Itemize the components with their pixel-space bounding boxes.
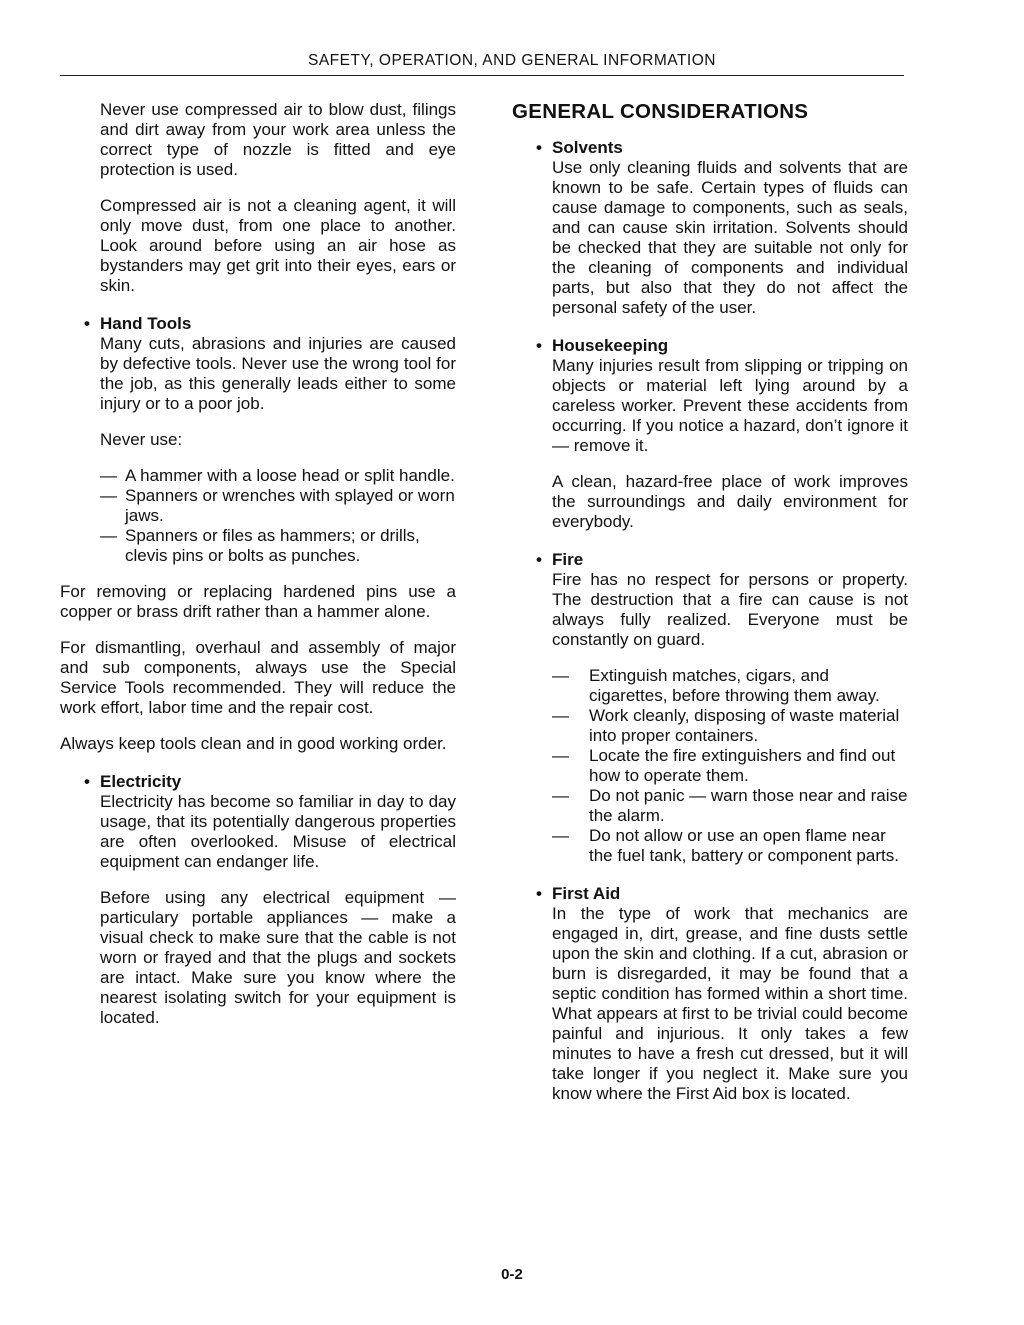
housekeeping-title: Housekeeping (552, 336, 669, 355)
bullet-icon: • (536, 138, 542, 157)
list-item: — Do not panic — warn those near and raise the alarm. (552, 786, 908, 825)
bullet-icon: • (536, 884, 542, 903)
dash-icon: — (552, 826, 569, 845)
fire-section (512, 550, 908, 866)
housekeeping-paragraph-2: A clean, hazard-free place of work improves the surroundings and daily environment for everybody. (552, 472, 908, 531)
first-aid-title: First Aid (552, 884, 621, 903)
page-header: SAFETY, OPERATION, AND GENERAL INFORMATION (308, 52, 716, 69)
dash-icon: — (100, 466, 117, 485)
first-aid-paragraph: In the type of work that mechanics are engaged in, dirt, grease, and fine dusts settle upon the skin and clothing. If a cut, abrasion or burn is disregarded, it may be found that a septic condition has formed within a short time. What appears at first to be trivial could become painful and injurious. It only takes a few minutes to have a fresh cut dressed, but it will take longer if you neglect it. Make sure you know where the First Aid box is located. (552, 904, 908, 1103)
keep-tools-clean-paragraph: Always keep tools clean and in good working order. (60, 734, 447, 753)
hand-tools-title: Hand Tools (100, 314, 192, 333)
solvents-paragraph: Use only cleaning fluids and solvents that are known to be safe. Certain types of fluids can cause damage to components, such as seals, and can cause skin irritation. Solvents should be checked that they are suitable not only for the cleaning of components and individual parts, but also that they do not affect the personal safety of the user. (552, 158, 908, 317)
list-item: — Extinguish matches, cigars, and cigarettes, before throwing them away. (552, 666, 880, 705)
list-item: — Do not allow or use an open flame near the fuel tank, battery or component parts. (552, 826, 899, 865)
electricity-section (60, 772, 456, 1028)
solvents-section (512, 138, 908, 318)
electricity-title: Electricity (100, 772, 182, 791)
compressed-air-paragraph-1: Never use compressed air to blow dust, filings and dirt away from your work area unless the correct type of nozzle is fitted and eye protection is used. (100, 100, 456, 179)
fire-precautions-list (552, 666, 908, 866)
hand-tools-paragraph: Many cuts, abrasions and injuries are caused by defective tools. Never use the wrong tool for the job, as this generally leads either to some injury or to a poor job. (100, 334, 456, 413)
dash-icon: — (100, 486, 117, 505)
dismantling-paragraph: For dismantling, overhaul and assembly of major and sub components, always use the Special Service Tools recommended. They will reduce the work effort, labor time and the repair cost. (60, 638, 456, 717)
hand-tools-section (60, 314, 456, 566)
fire-paragraph: Fire has no respect for persons or property. The destruction that a fire can cause is not always fully realized. Everyone must be constantly on guard. (552, 570, 908, 649)
list-item: — Spanners or wrenches with splayed or worn jaws. (100, 486, 455, 525)
dash-icon: — (552, 706, 569, 725)
general-considerations-heading: GENERAL CONSIDERATIONS (512, 100, 809, 123)
dash-icon: — (552, 666, 569, 685)
hardened-pins-paragraph: For removing or replacing hardened pins use a copper or brass drift rather than a hammer alone. (60, 582, 456, 621)
dash-icon: — (552, 786, 569, 805)
list-item: — Spanners or files as hammers; or drills, clevis pins or bolts as punches. (100, 526, 420, 565)
list-item: — Work cleanly, disposing of waste material into proper containers. (552, 706, 900, 745)
bullet-icon: • (536, 336, 542, 355)
electricity-paragraph-1: Electricity has become so familiar in day to day usage, that its potentially dangerous properties are often overlooked. Misuse of electrical equipment can endanger life. (100, 792, 456, 871)
housekeeping-section (512, 336, 908, 532)
list-item: — A hammer with a loose head or split handle. (100, 466, 455, 485)
never-use-label: Never use: (100, 430, 183, 449)
header-rule (60, 75, 904, 76)
electricity-paragraph-2: Before using any electrical equipment — particulary portable appliances — make a visual check to make sure that the cable is not worn or frayed and that the plugs and sockets are intact. Make sure you know where the nearest isolating switch for your equipment is located. (100, 888, 456, 1027)
housekeeping-paragraph-1: Many injuries result from slipping or tripping on objects or material left lying around by a careless worker. Prevent these accidents from occurring. If you notice a hazard, don’t ignore it — remove it. (552, 356, 908, 455)
solvents-title: Solvents (552, 138, 623, 157)
compressed-air-paragraph-2: Compressed air is not a cleaning agent, it will only move dust, from one place to another. Look around before using an air hose as bystanders may get grit into their eyes, ears or skin. (100, 196, 456, 295)
dash-icon: — (100, 526, 117, 545)
bullet-icon: • (536, 550, 542, 569)
right-column (512, 100, 908, 1104)
bullet-icon: • (84, 314, 90, 333)
bullet-icon: • (84, 772, 90, 791)
fire-title: Fire (552, 550, 584, 569)
page-number: 0-2 (501, 1266, 523, 1283)
list-item: — Locate the fire extinguishers and find out how to operate them. (552, 746, 896, 785)
first-aid-section (512, 884, 908, 1104)
left-column (60, 100, 456, 1028)
never-use-list (100, 466, 456, 566)
dash-icon: — (552, 746, 569, 765)
